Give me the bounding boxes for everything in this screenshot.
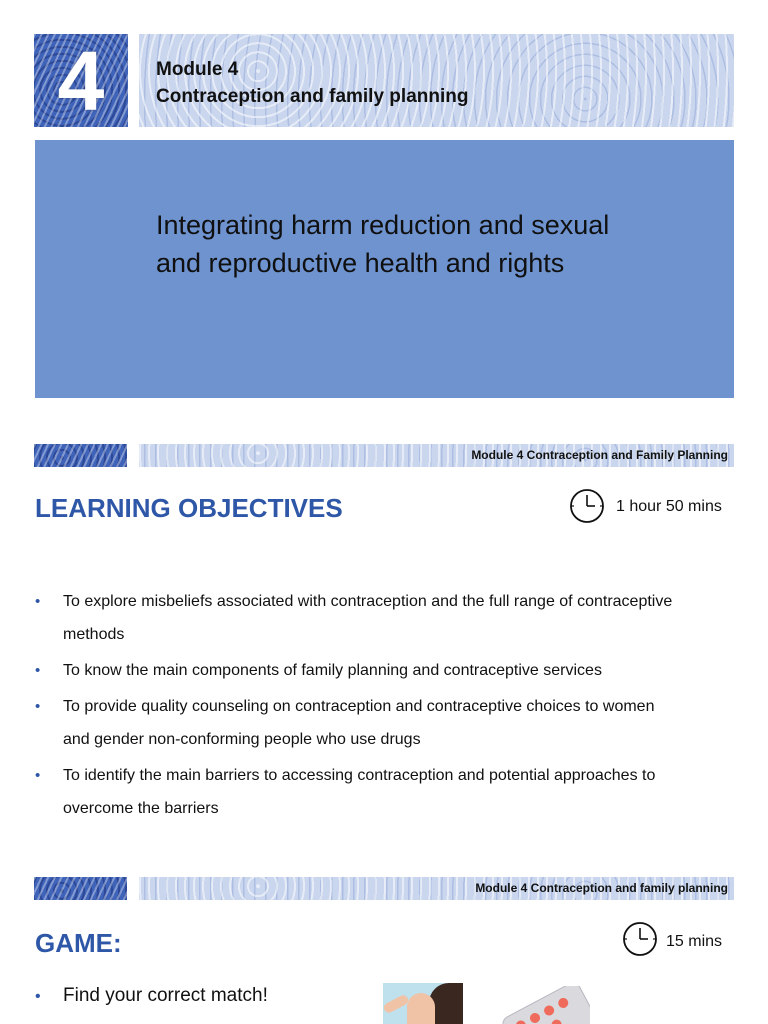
bullet-icon: •	[35, 593, 41, 610]
bullet-icon: •	[35, 988, 41, 1005]
list-item: • Find your correct match!	[35, 985, 268, 1006]
module-title: Contraception and family planning	[156, 86, 469, 107]
clock-icon	[569, 488, 605, 524]
bullet-icon: •	[35, 662, 41, 679]
module-number-tile	[34, 34, 128, 127]
module-number: 4	[57, 33, 105, 128]
person-illustration	[383, 983, 463, 1024]
objectives-list	[35, 585, 685, 828]
module-label: Module 4	[156, 59, 239, 80]
clock-icon	[622, 921, 658, 957]
list-item: • To provide quality counseling on contraception and contraceptive choices to women and gender non-conforming people who use drugs	[35, 690, 685, 756]
bullet-icon: •	[35, 698, 41, 715]
section-title: LEARNING OBJECTIVES	[35, 493, 343, 523]
duration-label: 1 hour 50 mins	[616, 498, 722, 515]
slide-header-label: Module 4 Contraception and Family Planning	[471, 448, 728, 462]
list-item: • To identify the main barriers to accessing contraception and potential approaches to overcome the barriers	[35, 759, 685, 825]
slide-header-tile	[34, 877, 127, 900]
slide-header-tile	[34, 444, 127, 467]
section-title: GAME:	[35, 928, 122, 958]
list-item: • To explore misbeliefs associated with contraception and the full range of contraceptive methods	[35, 585, 685, 651]
bullet-icon: •	[35, 767, 41, 784]
duration-label: 15 mins	[666, 933, 723, 950]
hero-headline: Integrating harm reduction and sexual and reproductive health and rights	[156, 210, 610, 278]
slide-header-label: Module 4 Contraception and family planning	[475, 881, 728, 895]
cover-title	[156, 56, 468, 110]
pill-pack-illustration	[495, 986, 590, 1024]
list-item: • To know the main components of family planning and contraceptive services	[35, 654, 685, 687]
